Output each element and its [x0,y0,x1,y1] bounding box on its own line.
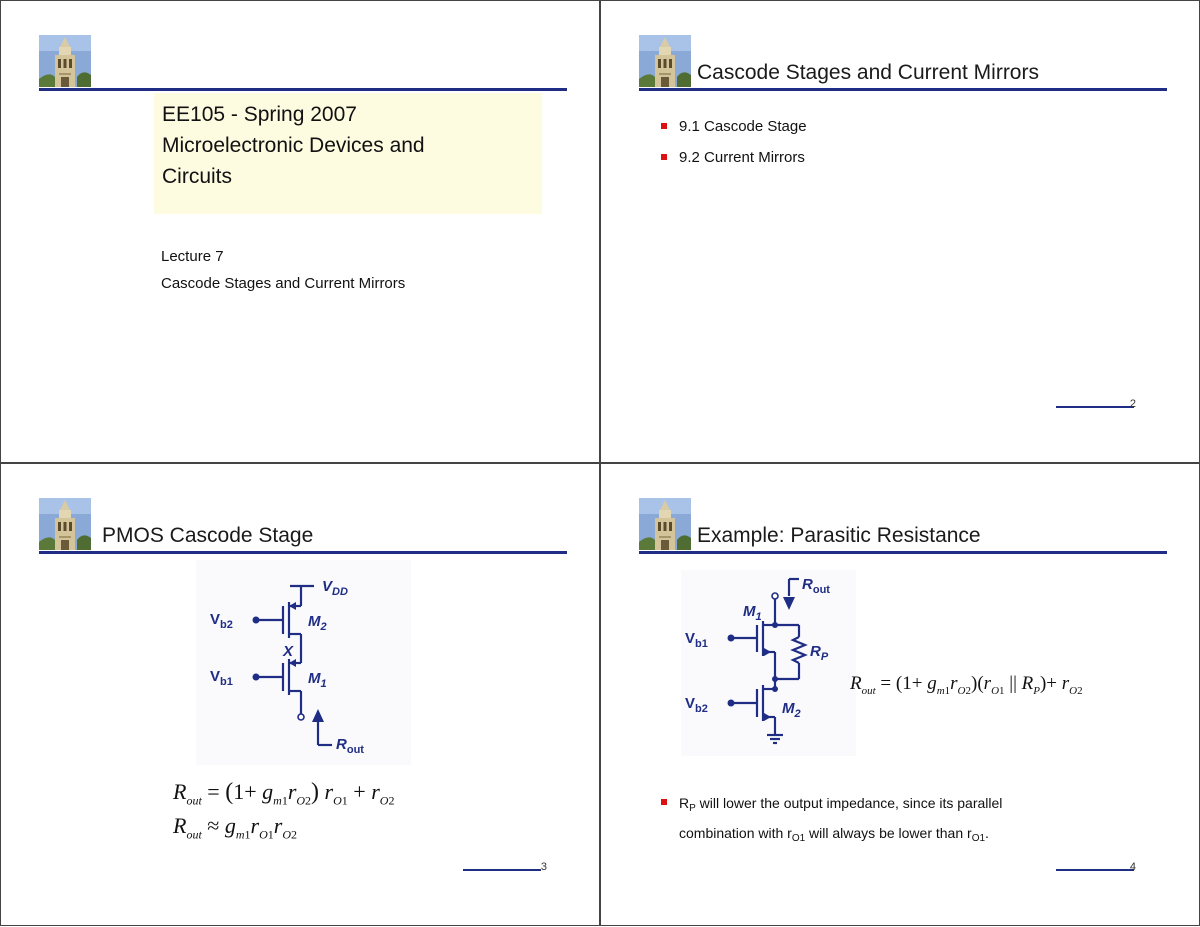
bullet-item: 9.1 Cascode Stage [659,111,807,142]
equation-1: $R_{out} = (1+ g_{m1}r_{O2}) r_{O1} + r_{O2}$ [173,779,395,808]
node-x-label: X [283,643,294,660]
slide-4 [600,463,1200,926]
slide-2 [600,0,1200,463]
course-title-line-2: Microelectronic Devices and [162,134,425,157]
rout-label: $R_{out}$ [336,736,364,756]
campanile-logo-icon [639,35,691,87]
page-number: 2 [1129,398,1136,410]
vb1-label: $V_{b1}$ [210,668,233,688]
page-number: 4 [1129,861,1136,873]
slide-title: Example: Parasitic Resistance [697,524,981,547]
bullet-item: $R_P$ will lower the output impedance, since its parallel combination with $r_{O1}$ will always be lower than $r_{O1}$. [659,791,1139,851]
course-title-box [154,93,542,214]
page-number: 3 [540,861,547,873]
vb2-label: $V_{b2}$ [685,695,708,715]
vb1-label: $V_{b1}$ [685,630,708,650]
vdd-label: $V_{DD}$ [322,578,348,598]
m1-label: $M_1$ [743,603,762,623]
title-rule [639,88,1167,91]
m2-label: $M_2$ [308,613,327,633]
page-number-rule [463,869,541,871]
slide-title: Cascode Stages and Current Mirrors [697,61,1039,84]
course-title-line-1: EE105 - Spring 2007 [162,103,357,126]
rout-label: $R_{out}$ [802,576,830,596]
title-rule [39,88,567,91]
page-number-rule [1056,869,1134,871]
course-title-line-3: Circuits [162,165,233,188]
bullet-marker [661,799,667,805]
lecture-number: Lecture 7 [161,248,224,265]
page-number-rule [1056,406,1134,408]
parasitic-resistance-circuit [681,570,856,756]
lecture-subtitle: Cascode Stages and Current Mirrors [161,275,406,292]
equation: $R_{out} = (1+ g_{m1}r_{O2})(r_{O1}$ || $R_P)+ r_{O2}$ [850,673,1083,697]
campanile-logo-icon [639,498,691,550]
output-node [298,714,304,720]
pmos-cascode-circuit [196,560,411,765]
bullet-item: 9.2 Current Mirrors [659,142,807,173]
output-node [772,593,778,599]
m2-label: $M_2$ [782,700,801,720]
vb2-label: $V_{b2}$ [210,611,233,631]
rp-label: $R_P$ [810,643,829,663]
campanile-logo-icon [39,498,91,550]
equation-2: $R_{out} \approx g_{m1}r_{O1}r_{O2}$ [173,813,298,842]
slide-title: PMOS Cascode Stage [102,524,314,547]
campanile-logo-icon [39,35,91,87]
title-rule [39,551,567,554]
slide-1 [0,0,600,463]
slide-3 [0,463,600,926]
bullet-list [659,111,807,173]
m1-label: $M_1$ [308,670,327,690]
title-rule [639,551,1167,554]
